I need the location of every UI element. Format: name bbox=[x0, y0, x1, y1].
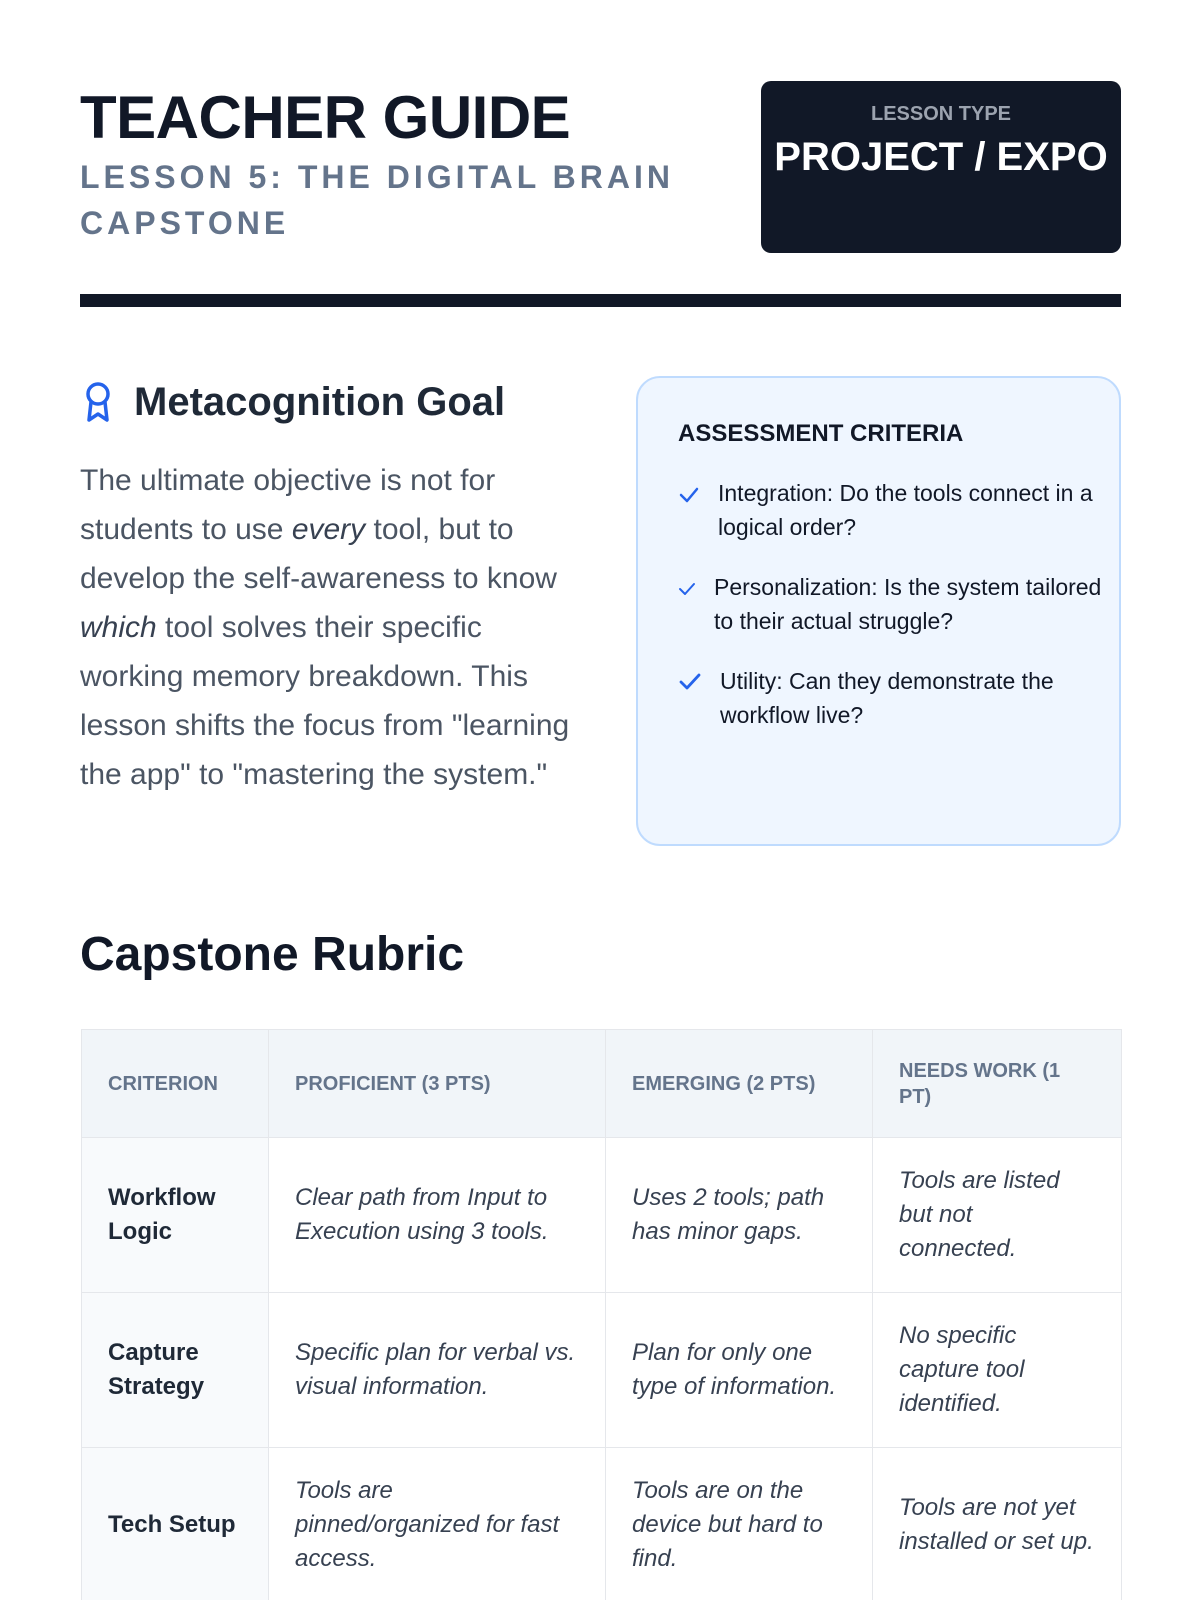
check-icon bbox=[678, 486, 700, 509]
proficient-cell: Tools are pinned/organized for fast access. bbox=[269, 1448, 606, 1600]
lesson-type-value: PROJECT / EXPO bbox=[774, 135, 1108, 179]
lesson-subtitle: LESSON 5: THE DIGITAL BRAIN CAPSTONE bbox=[80, 159, 674, 241]
page-title: TEACHER GUIDE bbox=[80, 84, 571, 151]
table-row bbox=[82, 1138, 1122, 1293]
emerging-cell: Uses 2 tools; path has minor gaps. bbox=[606, 1138, 873, 1293]
criteria-item bbox=[678, 570, 1108, 638]
column-header-emerging: EMERGING (2 PTS) bbox=[606, 1030, 873, 1138]
column-header-proficient: PROFICIENT (3 PTS) bbox=[269, 1030, 606, 1138]
criteria-item bbox=[678, 476, 1098, 544]
emerging-cell: Tools are on the device but hard to find. bbox=[606, 1448, 873, 1600]
metacognition-heading bbox=[80, 375, 505, 429]
table-row bbox=[82, 1293, 1122, 1448]
lesson-type-box bbox=[761, 81, 1121, 253]
metacognition-body-part: The ultimate objective is not for students to use bbox=[80, 464, 496, 546]
metacognition-body-emphasis: every bbox=[291, 513, 366, 546]
column-header-needs-work: NEEDS WORK (1 PT) bbox=[873, 1030, 1122, 1138]
proficient-cell: Specific plan for verbal vs. visual information. bbox=[269, 1293, 606, 1448]
emerging-cell: Plan for only one type of information. bbox=[606, 1293, 873, 1448]
needs-work-cell: Tools are not yet installed or set up. bbox=[873, 1448, 1122, 1600]
metacognition-title: Metacognition Goal bbox=[134, 380, 506, 424]
header-divider bbox=[80, 294, 1121, 307]
metacognition-body-emphasis: which bbox=[80, 611, 157, 644]
criteria-item bbox=[678, 664, 1098, 732]
rubric-title: Capstone Rubric bbox=[80, 928, 465, 981]
award-icon bbox=[80, 378, 120, 426]
rubric-header-row bbox=[82, 1030, 1122, 1138]
needs-work-cell: No specific capture tool identified. bbox=[873, 1293, 1122, 1448]
criteria-text: Personalization: Is the system tailored to their actual struggle? bbox=[714, 574, 1102, 634]
criterion-cell: Workflow Logic bbox=[82, 1138, 269, 1293]
assessment-criteria-card bbox=[636, 376, 1121, 846]
proficient-cell: Clear path from Input to Execution using 3 tools. bbox=[269, 1138, 606, 1293]
lesson-type-label: LESSON TYPE bbox=[870, 103, 1012, 125]
table-row bbox=[82, 1448, 1122, 1600]
needs-work-cell: Tools are listed but not connected. bbox=[873, 1138, 1122, 1293]
criterion-cell: Capture Strategy bbox=[82, 1293, 269, 1448]
metacognition-body-part: tool solves their specific working memory breakdown. This lesson shifts the focus from "learning the app" to "mastering the system." bbox=[80, 611, 570, 791]
metacognition-body-part: tool, but to develop the self-awareness to know bbox=[80, 513, 557, 595]
check-icon bbox=[678, 582, 696, 601]
column-header-criterion: CRITERION bbox=[82, 1030, 269, 1138]
criteria-text: Utility: Can they demonstrate the workflow live? bbox=[720, 668, 1054, 728]
check-icon bbox=[678, 672, 702, 697]
metacognition-body bbox=[80, 456, 580, 799]
criterion-cell: Tech Setup bbox=[82, 1448, 269, 1600]
criteria-text: Integration: Do the tools connect in a logical order? bbox=[718, 480, 1093, 540]
assessment-criteria-heading: ASSESSMENT CRITERIA bbox=[678, 420, 964, 447]
rubric-table bbox=[81, 1029, 1122, 1600]
